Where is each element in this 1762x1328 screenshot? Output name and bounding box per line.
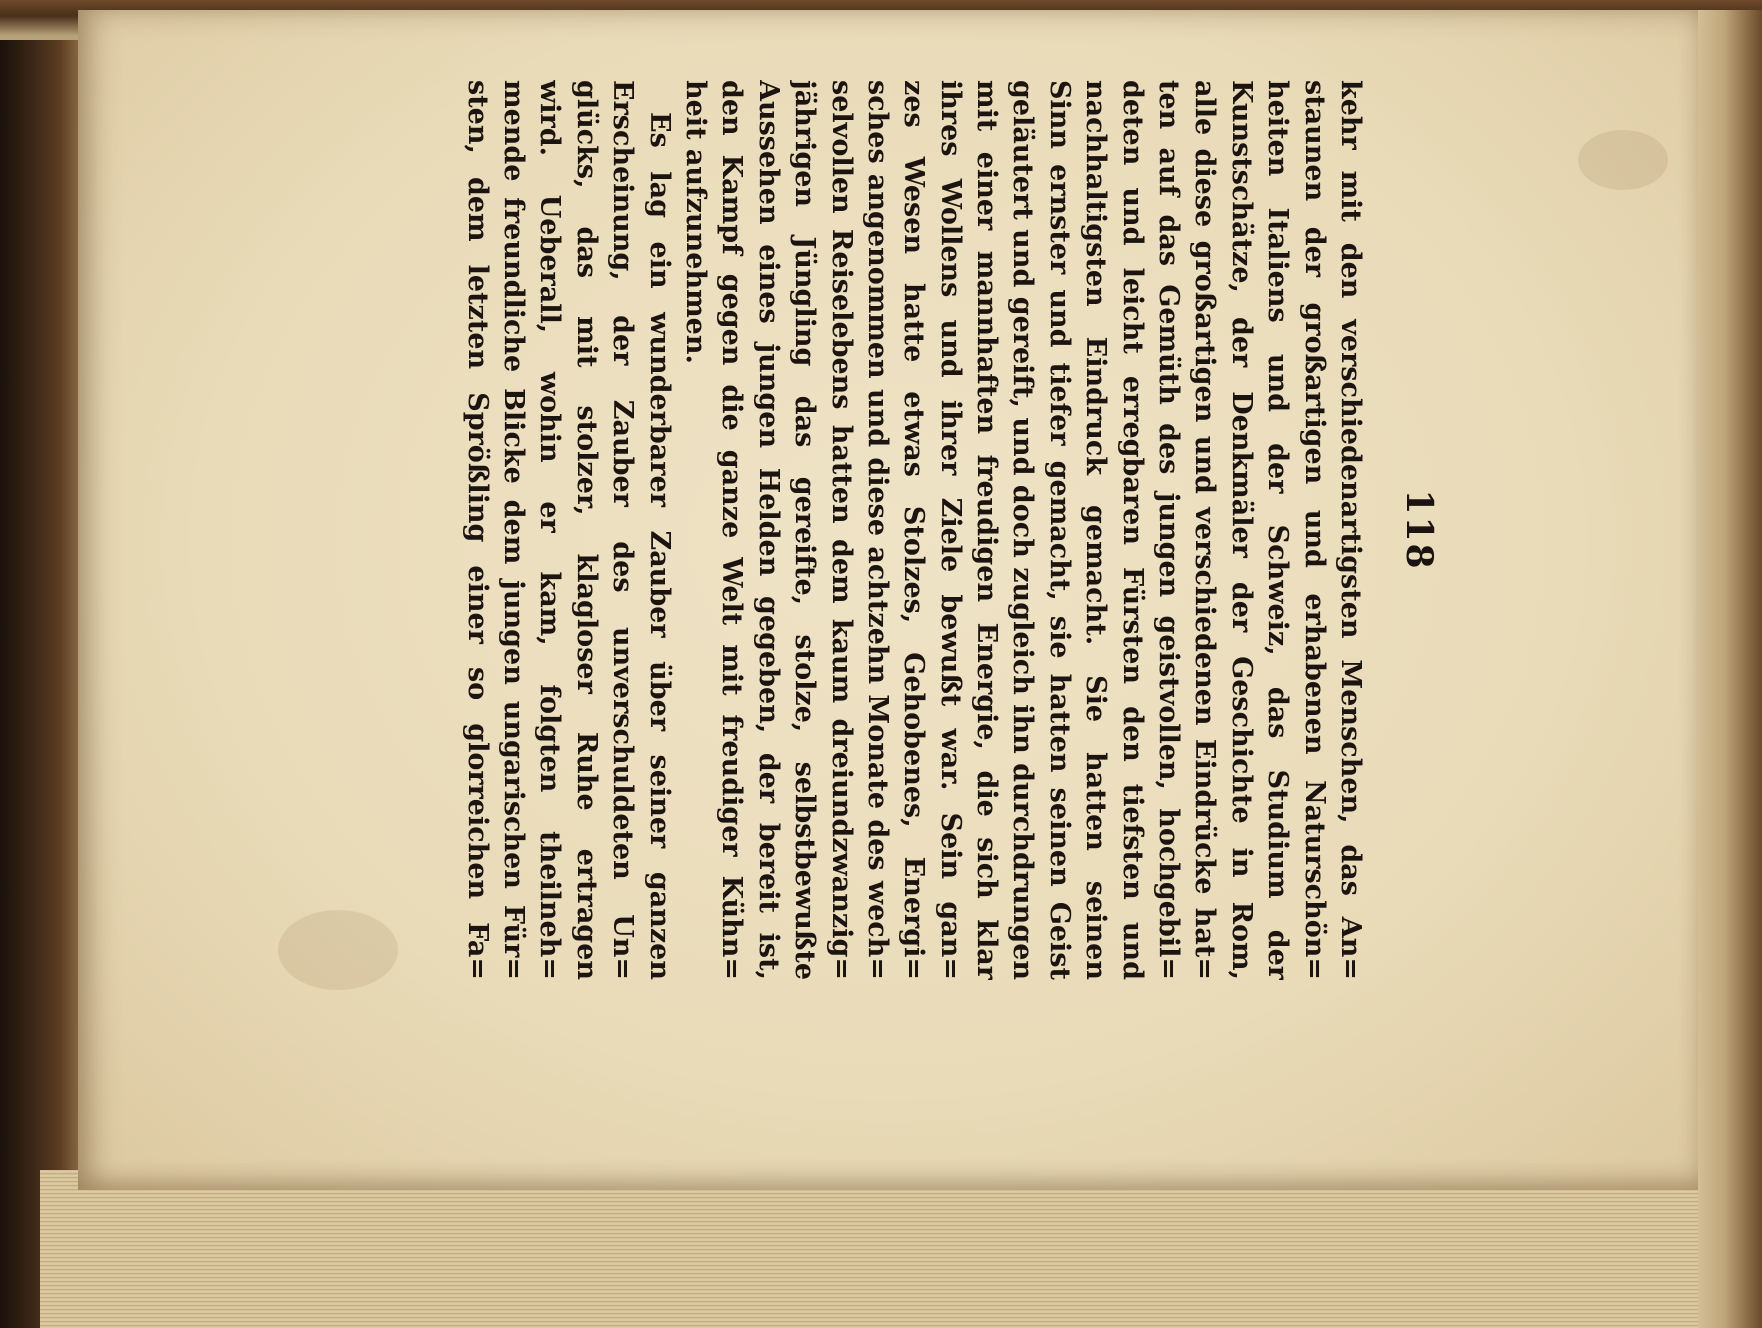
text-line: ten auf das Gemüth des jungen geistvollen, hochgebil=: [1153, 80, 1185, 980]
text-line: heiten Italiens und der Schweiz, das Studium der: [1262, 80, 1294, 980]
page-edges: [40, 1170, 1730, 1328]
text-line: mit einer mannhaften freudigen Energie, die sich klar: [971, 80, 1003, 980]
page-number: 118: [1398, 489, 1440, 571]
text-line: Erscheinung, der Zauber des unverschuldeten Un=: [607, 80, 639, 980]
paper-stain: [1578, 130, 1668, 190]
text-line: staunen der großartigen und erhabenen Naturschön=: [1298, 80, 1330, 980]
page-lines: [458, 80, 1368, 980]
text-line: glücks, das mit stolzer, klagloser Ruhe ertragen: [570, 80, 602, 980]
text-line: wird. Ueberall, wohin er kam, folgten theilneh=: [534, 80, 566, 980]
text-line: kehr mit den verschiedenartigsten Menschen, das An=: [1335, 80, 1366, 980]
text-line: alle diese großartigen und verschiedenen Eindrücke hat=: [1189, 80, 1221, 980]
text-line: sches angenommen und diese achtzehn Monate des wech=: [861, 80, 893, 980]
text-line: den Kampf gegen die ganze Welt mit freudiger Kühn=: [716, 80, 748, 980]
text-line: mende freundliche Blicke dem jungen ungarischen Für=: [498, 80, 530, 980]
text-line: heit aufzunehmen.: [679, 80, 711, 364]
text-line: zes Wesen hatte etwas Stolzes, Gehobenes, Energi=: [898, 80, 930, 980]
text-line: Kunstschätze, der Denkmäler der Geschichte in Rom,: [1225, 80, 1257, 980]
text-line: jährigen Jüngling das gereifte, stolze, selbstbewußte: [789, 80, 821, 980]
page-text-block: [365, 80, 1440, 980]
text-line: nachhaltigsten Eindruck gemacht. Sie hatten seinen: [1080, 80, 1112, 980]
text-line: selvollen Reiselebens hatten dem kaum dreiundzwanzig=: [825, 80, 857, 980]
text-line: Es lag ein wunderbarer Zauber über seiner ganzen: [643, 112, 675, 980]
book-spine: [0, 0, 80, 1328]
text-line: sten, dem letzten Sprößling einer so glorreichen Fa=: [461, 80, 493, 980]
text-line: Sinn ernster und tiefer gemacht, sie hatten seinen Geist: [1043, 80, 1075, 980]
page-right-edge: [1698, 10, 1762, 1328]
text-line: Aussehen eines jungen Helden gegeben, der bereit ist,: [752, 80, 784, 980]
text-line: geläutert und gereift, und doch zugleich ihn durchdrungen: [1007, 80, 1039, 980]
text-line: deten und leicht erregbaren Fürsten den tiefsten und: [1116, 80, 1148, 980]
text-line: ihres Wollens und ihrer Ziele bewußt war. Sein gan=: [934, 80, 966, 980]
